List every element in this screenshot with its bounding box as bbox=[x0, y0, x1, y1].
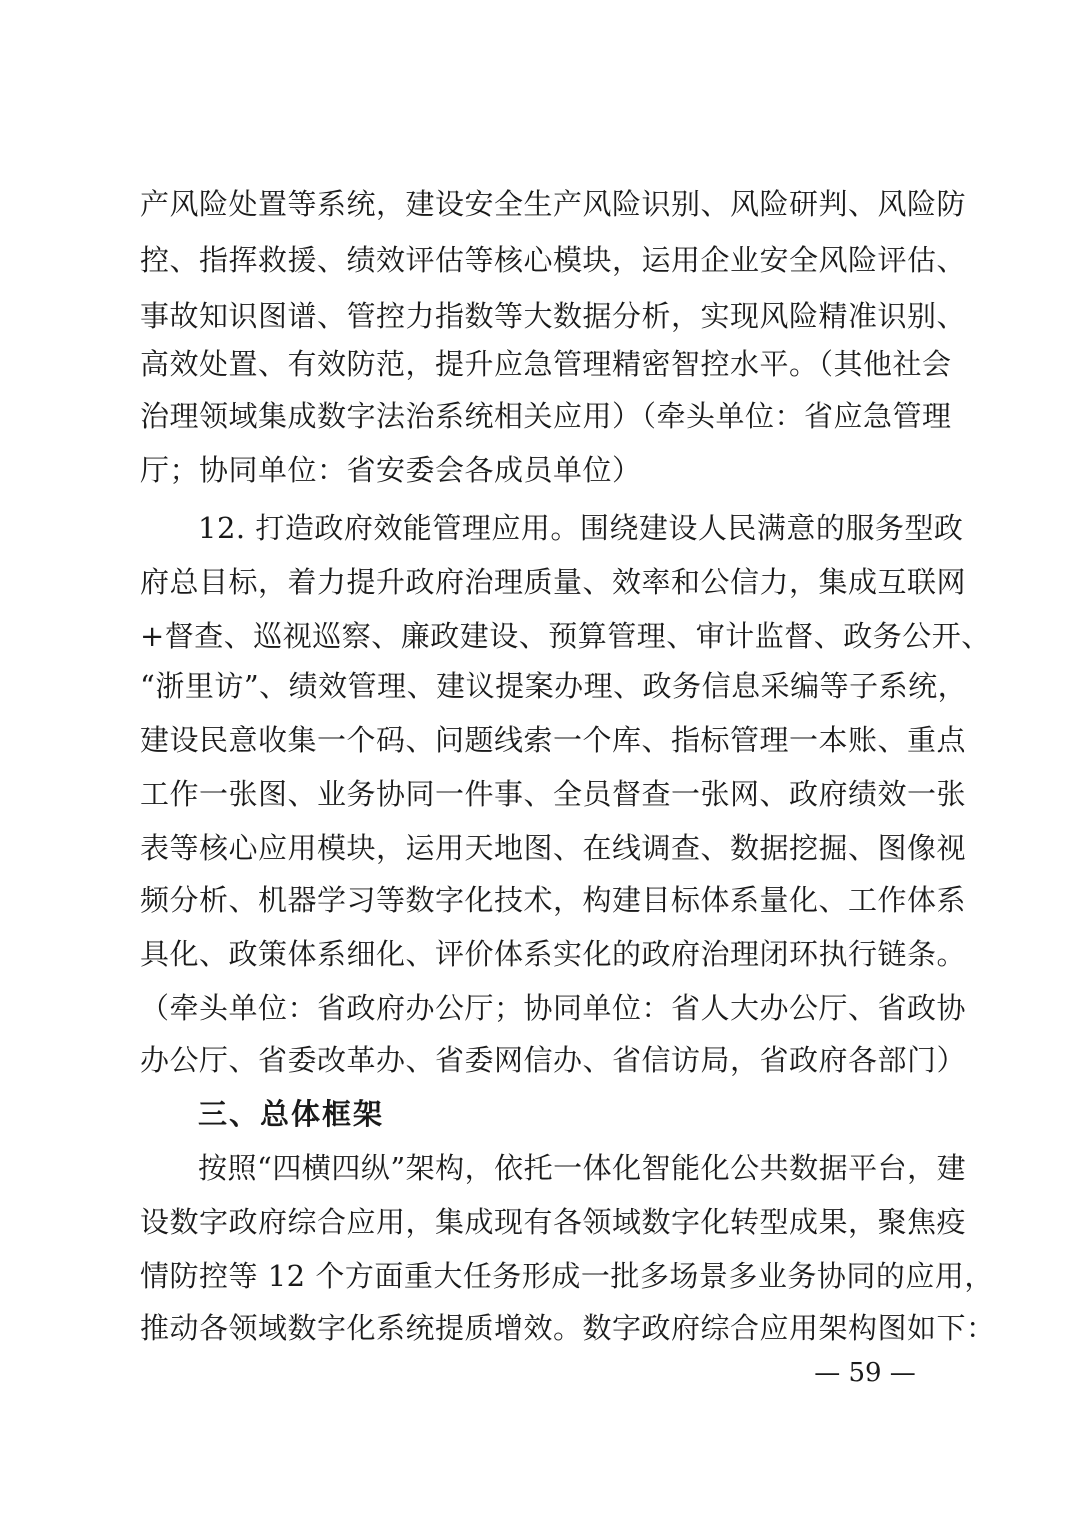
text-line: 办公厅、省委改革办、省委网信办、省信访局，省政府各部门） bbox=[140, 1043, 967, 1077]
text-line: （牵头单位：省政府办公厅；协同单位：省人大办公厅、省政协 bbox=[140, 991, 967, 1025]
text-line: “浙里访”、绩效管理、建议提案办理、政务信息采编等子系统， bbox=[140, 669, 968, 703]
text-line: 按照“四横四纵”架构，依托一体化智能化公共数据平台，建 bbox=[198, 1151, 967, 1185]
text-line: 建设民意收集一个码、问题线索一个库、指标管理一本账、重点 bbox=[140, 723, 967, 757]
text-line: +督查、巡视巡察、廉政建设、预算管理、审计监督、政务公开、 bbox=[140, 619, 991, 653]
page-number: — 59 — bbox=[814, 1358, 916, 1388]
text-line: 12. 打造政府效能管理应用。围绕建设人民满意的服务型政 bbox=[198, 511, 964, 545]
text-line: 设数字政府综合应用，集成现有各领域数字化转型成果，聚焦疫 bbox=[140, 1205, 967, 1239]
text-line: 具化、政策体系细化、评价体系实化的政府治理闭环执行链条。 bbox=[140, 937, 967, 971]
text-line: 厅；协同单位：省安委会各成员单位） bbox=[140, 453, 642, 487]
text-line: 频分析、机器学习等数字化技术，构建目标体系量化、工作体系 bbox=[140, 883, 967, 917]
text-line: 高效处置、有效防范，提升应急管理精密智控水平。（其他社会 bbox=[140, 347, 952, 381]
text-line: 控、指挥救援、绩效评估等核心模块，运用企业安全风险评估、 bbox=[140, 243, 967, 277]
text-line: 治理领域集成数字法治系统相关应用）（牵头单位：省应急管理 bbox=[140, 399, 952, 433]
text-line: 情防控等 12 个方面重大任务形成一批多场景多业务协同的应用， bbox=[140, 1259, 994, 1293]
text-line: 工作一张图、业务协同一件事、全员督查一张网、政府绩效一张 bbox=[140, 777, 967, 811]
text-line: 推动各领域数字化系统提质增效。数字政府综合应用架构图如下： bbox=[140, 1311, 996, 1345]
section-heading: 三、总体框架 bbox=[198, 1097, 385, 1131]
text-line: 表等核心应用模块，运用天地图、在线调查、数据挖掘、图像视 bbox=[140, 831, 967, 865]
text-line: 事故知识图谱、管控力指数等大数据分析，实现风险精准识别、 bbox=[140, 299, 967, 333]
text-line: 产风险处置等系统，建设安全生产风险识别、风险研判、风险防 bbox=[140, 187, 967, 221]
text-line: 府总目标，着力提升政府治理质量、效率和公信力，集成互联网 bbox=[140, 565, 967, 599]
